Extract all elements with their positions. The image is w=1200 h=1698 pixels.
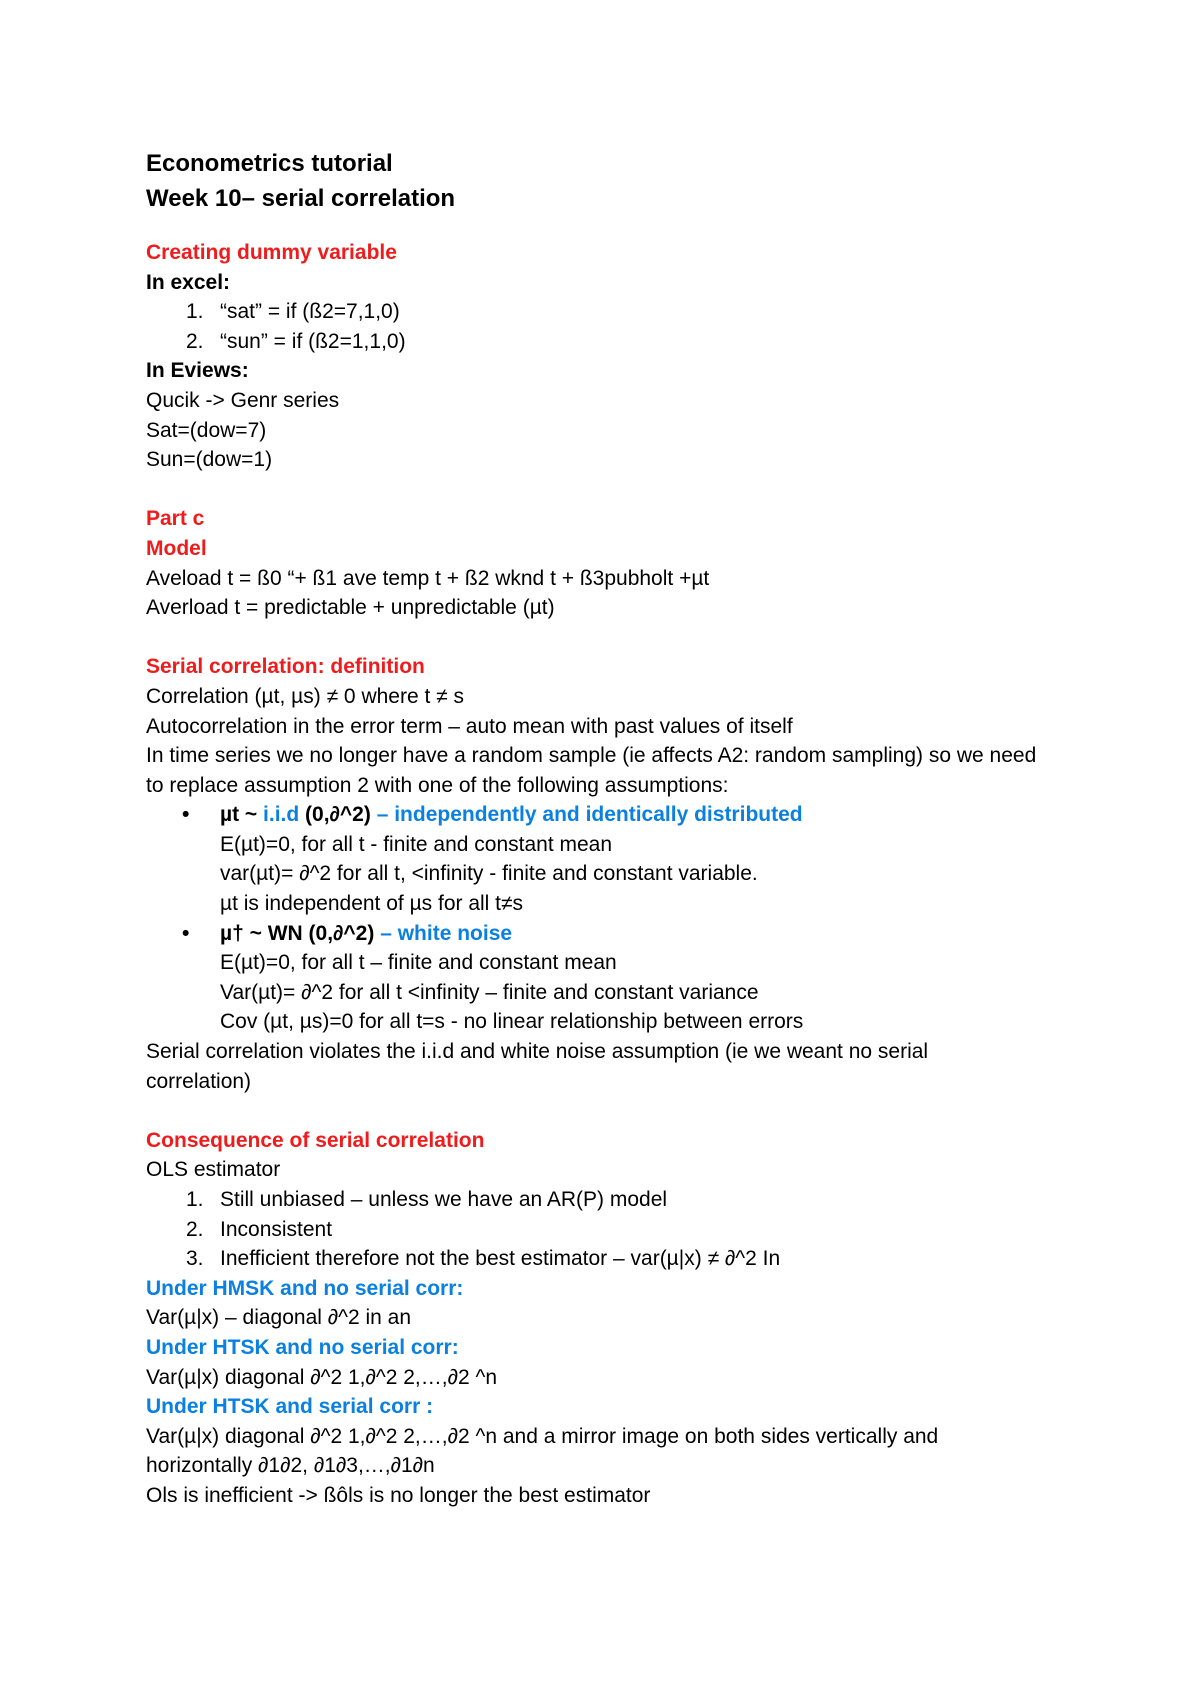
list-text: “sat” = if (ß2=7,1,0) — [220, 300, 400, 324]
text-line: Ols is inefficient -> ßôls is no longer the best estimator — [146, 1483, 651, 1507]
text-line: Cov (µt, µs)=0 for all t=s - no linear relationship between errors — [220, 1010, 804, 1034]
text-line: Averload t = predictable + unpredictable (µt) — [146, 596, 555, 620]
list-item — [146, 1215, 1066, 1245]
title-line-2: Week 10– serial correlation — [146, 185, 456, 212]
subheading-in-excel: In excel: — [146, 270, 231, 294]
text-line: var(µt)= ∂^2 for all t, <infinity - finite and constant variable. — [220, 862, 758, 886]
paragraph: Var(µ|x) diagonal ∂^2 1,∂^2 2,…,∂2 ^n and a mirror image on both sides vertically and horizontally ∂1∂2, ∂1∂3,…,∂1∂n — [146, 1424, 939, 1478]
list-item — [146, 327, 1066, 357]
list-text: “sun” = if (ß2=1,1,0) — [220, 329, 406, 353]
text-line: E(µt)=0, for all t – finite and constant mean — [220, 951, 617, 975]
list-text: Still unbiased – unless we have an AR(P) model — [220, 1188, 668, 1211]
subheading-htsk-serial: Under HTSK and serial corr : — [146, 1395, 434, 1419]
text-line: Autocorrelation in the error term – auto mean with past values of itself — [146, 714, 793, 738]
text-line: Sat=(dow=7) — [146, 418, 267, 442]
text-line: Aveload t = ß0 “+ ß1 ave temp t + ß2 wknd t + ß3pubholt +µt — [146, 566, 710, 590]
list-item — [146, 1185, 1066, 1215]
spacer — [146, 475, 1066, 505]
list-text: Inefficient therefore not the best estimator – var(µ|x) ≠ ∂^2 In — [220, 1247, 781, 1271]
list-number: 2. — [186, 329, 204, 353]
document-content — [146, 146, 1066, 1511]
text-line: OLS estimator — [146, 1158, 281, 1182]
spacer — [146, 623, 1066, 653]
bullet-icon: • — [182, 921, 190, 945]
bullet-text: (0,∂^2) — [299, 803, 377, 827]
section-heading-model: Model — [146, 536, 207, 560]
paragraph: Serial correlation violates the i.i.d and white noise assumption (ie we weant no serial correlation) — [146, 1040, 929, 1093]
text-line: Sun=(dow=1) — [146, 448, 273, 472]
subheading-hmsk: Under HMSK and no serial corr: — [146, 1276, 464, 1300]
paragraph: In time series we no longer have a random sample (ie affects A2: random sampling) so we need to replace assumption 2 with one of the following assumptions: — [146, 744, 1037, 797]
text-line: Var(µ|x) – diagonal ∂^2 in an — [146, 1306, 412, 1330]
bullet-text: µ† ~ WN (0,∂^2) — [220, 921, 381, 945]
bullet-icon: • — [182, 803, 190, 827]
list-item — [146, 1244, 1066, 1274]
spacer — [146, 1096, 1066, 1126]
bullet-description: – white noise — [380, 921, 513, 945]
bullet-description: – independently and identically distributed — [376, 803, 803, 827]
section-heading-part-c: Part c — [146, 507, 205, 531]
text-line: Var(µt)= ∂^2 for all t <infinity – finite and constant variance — [220, 980, 759, 1004]
bullet-text: µt ~ — [220, 803, 264, 827]
text-line: µt is independent of µs for all t≠s — [220, 892, 524, 916]
subheading-htsk-no-serial: Under HTSK and no serial corr: — [146, 1335, 459, 1359]
list-item — [146, 297, 1066, 327]
list-number: 1. — [186, 1188, 204, 1211]
title-line-1: Econometrics tutorial — [146, 150, 393, 177]
text-line: Var(µ|x) diagonal ∂^2 1,∂^2 2,…,∂2 ^n — [146, 1365, 498, 1389]
list-number: 3. — [186, 1247, 204, 1271]
bullet-item-iid — [146, 800, 1066, 830]
list-text: Inconsistent — [220, 1217, 333, 1241]
section-heading-dummy-variable: Creating dummy variable — [146, 241, 397, 264]
iid-term: i.i.d — [263, 803, 300, 827]
list-number: 2. — [186, 1217, 204, 1241]
list-number: 1. — [186, 300, 204, 324]
bullet-item-white-noise — [146, 919, 1066, 949]
subheading-in-eviews: In Eviews: — [146, 359, 249, 383]
spacer — [146, 216, 1066, 238]
section-heading-serial-correlation: Serial correlation: definition — [146, 655, 425, 679]
text-line: Qucik -> Genr series — [146, 388, 340, 412]
text-line: E(µt)=0, for all t - finite and constant mean — [220, 832, 613, 856]
section-heading-consequence: Consequence of serial correlation — [146, 1128, 485, 1152]
text-line: Correlation (µt, µs) ≠ 0 where t ≠ s — [146, 684, 465, 708]
